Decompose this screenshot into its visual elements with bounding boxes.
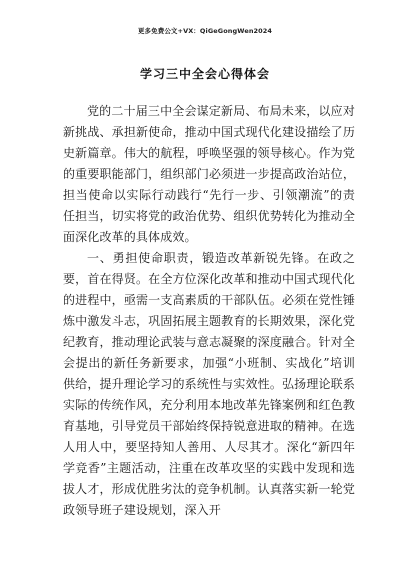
document-title: 学习三中全会心得体会 [139,67,270,81]
paragraph-section-1: 一、勇担使命职责，锻造改革新锐先锋。在政之要，首在得贤。在全方位深化改革和推动中国式现代化的进程中，亟需一支高素质的干部队伍。必须在党性锤炼中激发斗志，巩固拓展主题教育的长期效果，深化党纪教育，推动理论武装与意志凝聚的深度融合。针对全会提出的新任务新要求，加强“小班制、实战化”培训供给，提升理论学习的系统性与实效性。弘扬理论联系实际的传统作风，充分利用本地改革先锋案例和红色教育基地，引导党员干部始终保持锐意进取的精神。在选人用人中，要坚持知人善用、人尽其才。深化“新四年学竞香”主题活动，注重在改革攻坚的实践中发现和选拔人才，形成优胜劣汰的竞争机制。认真落实新一轮党政领导班子建设规划，深入开 [63,251,355,517]
page-header-note: 更多免费公文+VX：QiGeGongWen2024 [137,27,273,35]
document-body [63,101,355,521]
paragraph-intro: 党的二十届三中全会谋定新局、布局未来，以应对新挑战、承担新使命，推动中国式现代化建设描绘了历史新篇章。伟大的航程，呼唤坚强的领导核心。作为党的重要职能部门，组织部门必须进一步提高政治站位，担当使命以实际行动践行“先行一步、引领潮流”的责任担当，切实将党的政治优势、组织优势转化为推动全面深化改革的具体成效。 [63,104,355,244]
